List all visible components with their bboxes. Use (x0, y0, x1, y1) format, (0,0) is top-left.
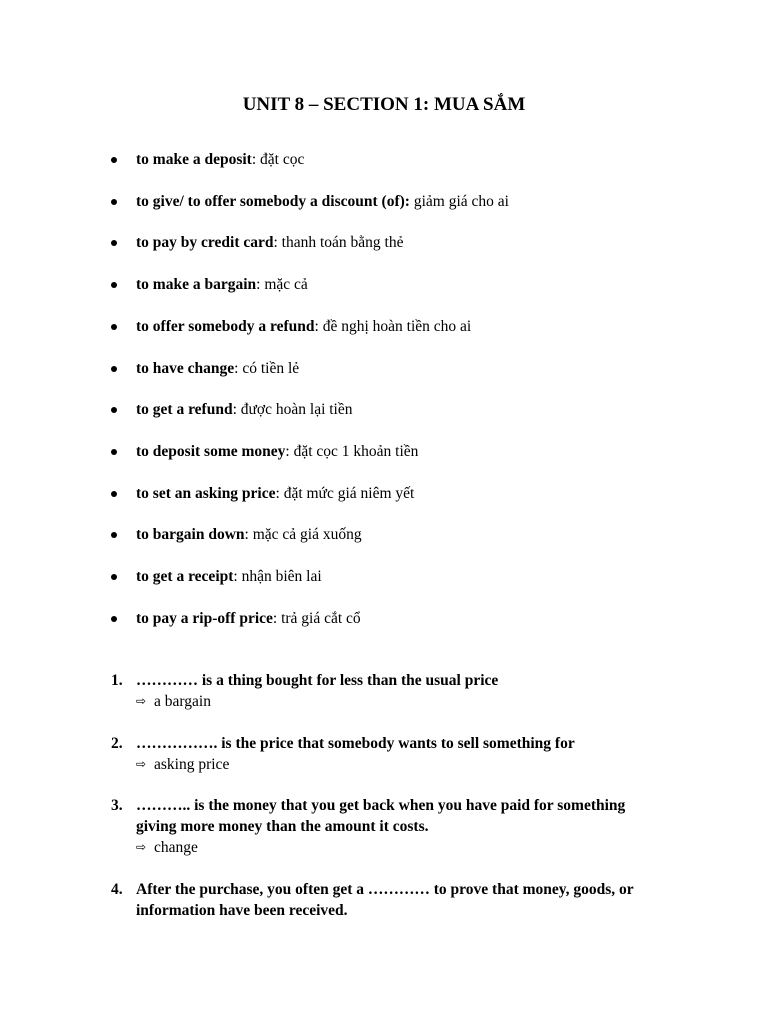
vocab-term: to pay by credit card (136, 234, 274, 251)
vocab-item (0, 315, 768, 339)
question-line: giving more money than the amount it costs. (136, 818, 429, 835)
answer-line (136, 837, 198, 858)
question-line: information have been received. (136, 902, 348, 919)
vocab-text (136, 273, 308, 297)
vocab-separator: : (256, 276, 265, 293)
bullet-icon (111, 157, 117, 163)
vocab-separator: : (273, 234, 282, 251)
vocab-meaning: đặt cọc 1 khoản tiền (293, 443, 419, 460)
answer-text: asking price (154, 756, 230, 773)
page-title: UNIT 8 – SECTION 1: MUA SẮM (242, 94, 526, 115)
vocab-item (0, 607, 768, 631)
vocab-meaning: giảm giá cho ai (413, 193, 509, 210)
vocab-term: to make a deposit (136, 151, 252, 168)
vocab-meaning: có tiền lẻ (242, 360, 300, 377)
vocab-meaning: mặc cả (264, 276, 308, 293)
question-line: ……………. is the price that somebody wants to sell something for (136, 735, 575, 752)
vocab-text (136, 482, 414, 506)
question-text (136, 670, 676, 691)
vocab-term: to have change (136, 360, 235, 377)
vocab-item (0, 398, 768, 422)
bullet-icon (111, 574, 117, 580)
vocab-term: to set an asking price (136, 485, 276, 502)
question-line: ……….. is the money that you get back when you have paid for something (136, 797, 626, 814)
bullet-icon (111, 616, 117, 622)
vocab-item (0, 440, 768, 464)
vocab-meaning: đặt cọc (260, 151, 305, 168)
vocab-separator: : (232, 401, 241, 418)
bullet-icon (111, 324, 117, 330)
vocab-text (136, 440, 418, 464)
arrow-right-icon: ⇨ (136, 840, 147, 854)
vocab-item (0, 523, 768, 547)
vocab-separator: : (234, 360, 243, 377)
vocab-separator: : (275, 485, 284, 502)
bullet-icon (111, 449, 117, 455)
vocab-meaning: được hoàn lại tiền (240, 401, 353, 418)
question-text (136, 733, 676, 754)
vocab-term: to pay a rip-off price (136, 610, 273, 627)
vocab-text (136, 398, 353, 422)
bullet-icon (111, 532, 117, 538)
vocab-separator: : (251, 151, 261, 168)
vocab-text (136, 315, 471, 339)
vocab-meaning: trả giá cắt cổ (281, 610, 361, 627)
question-number: 1. (111, 672, 123, 689)
vocab-term: to get a receipt (136, 568, 234, 585)
vocab-text (136, 231, 404, 255)
vocab-separator: : (233, 568, 242, 585)
question-text (136, 795, 676, 837)
vocab-item (0, 148, 768, 172)
vocab-text (136, 190, 509, 214)
question-number: 3. (111, 797, 123, 814)
bullet-icon (111, 199, 117, 205)
arrow-right-icon: ⇨ (136, 694, 147, 708)
vocab-term: to offer somebody a refund (136, 318, 315, 335)
vocab-meaning: thanh toán bằng thẻ (281, 234, 404, 251)
vocab-item (0, 357, 768, 381)
answer-line (136, 691, 211, 712)
bullet-icon (111, 282, 117, 288)
vocab-text (136, 523, 362, 547)
vocab-text (136, 148, 304, 172)
vocab-meaning: mặc cả giá xuống (252, 526, 362, 543)
bullet-icon (111, 366, 117, 372)
question-number: 2. (111, 735, 123, 752)
vocab-separator: : (244, 526, 253, 543)
vocab-text (136, 607, 361, 631)
question-text (136, 879, 676, 921)
answer-line (136, 754, 229, 775)
answer-text: change (154, 839, 198, 856)
answer-text: a bargain (154, 693, 211, 710)
vocab-item (0, 273, 768, 297)
arrow-right-icon: ⇨ (136, 757, 147, 771)
vocab-meaning: đề nghị hoàn tiền cho ai (322, 318, 472, 335)
vocab-separator: : (272, 610, 282, 627)
vocab-separator: : (314, 318, 323, 335)
bullet-icon (111, 407, 117, 413)
question-number: 4. (111, 881, 123, 898)
question-line: ………… is a thing bought for less than the usual price (136, 672, 499, 689)
vocab-item (0, 190, 768, 214)
vocab-term: to make a bargain (136, 276, 257, 293)
vocab-term: to deposit some money (136, 443, 286, 460)
bullet-icon (111, 240, 117, 246)
bullet-icon (111, 491, 117, 497)
vocab-text (136, 565, 322, 589)
vocab-meaning: nhận biên lai (241, 568, 322, 585)
vocab-meaning: đặt mức giá niêm yết (283, 485, 415, 502)
vocab-item (0, 482, 768, 506)
vocab-item (0, 231, 768, 255)
vocab-term: to get a refund (136, 401, 233, 418)
question-line: After the purchase, you often get a ………… to prove that money, goods, or (136, 881, 634, 898)
vocab-text (136, 357, 299, 381)
vocab-item (0, 565, 768, 589)
vocab-term: to bargain down (136, 526, 245, 543)
vocab-separator: : (285, 443, 294, 460)
vocab-term: to give/ to offer somebody a discount (of): (136, 193, 410, 210)
